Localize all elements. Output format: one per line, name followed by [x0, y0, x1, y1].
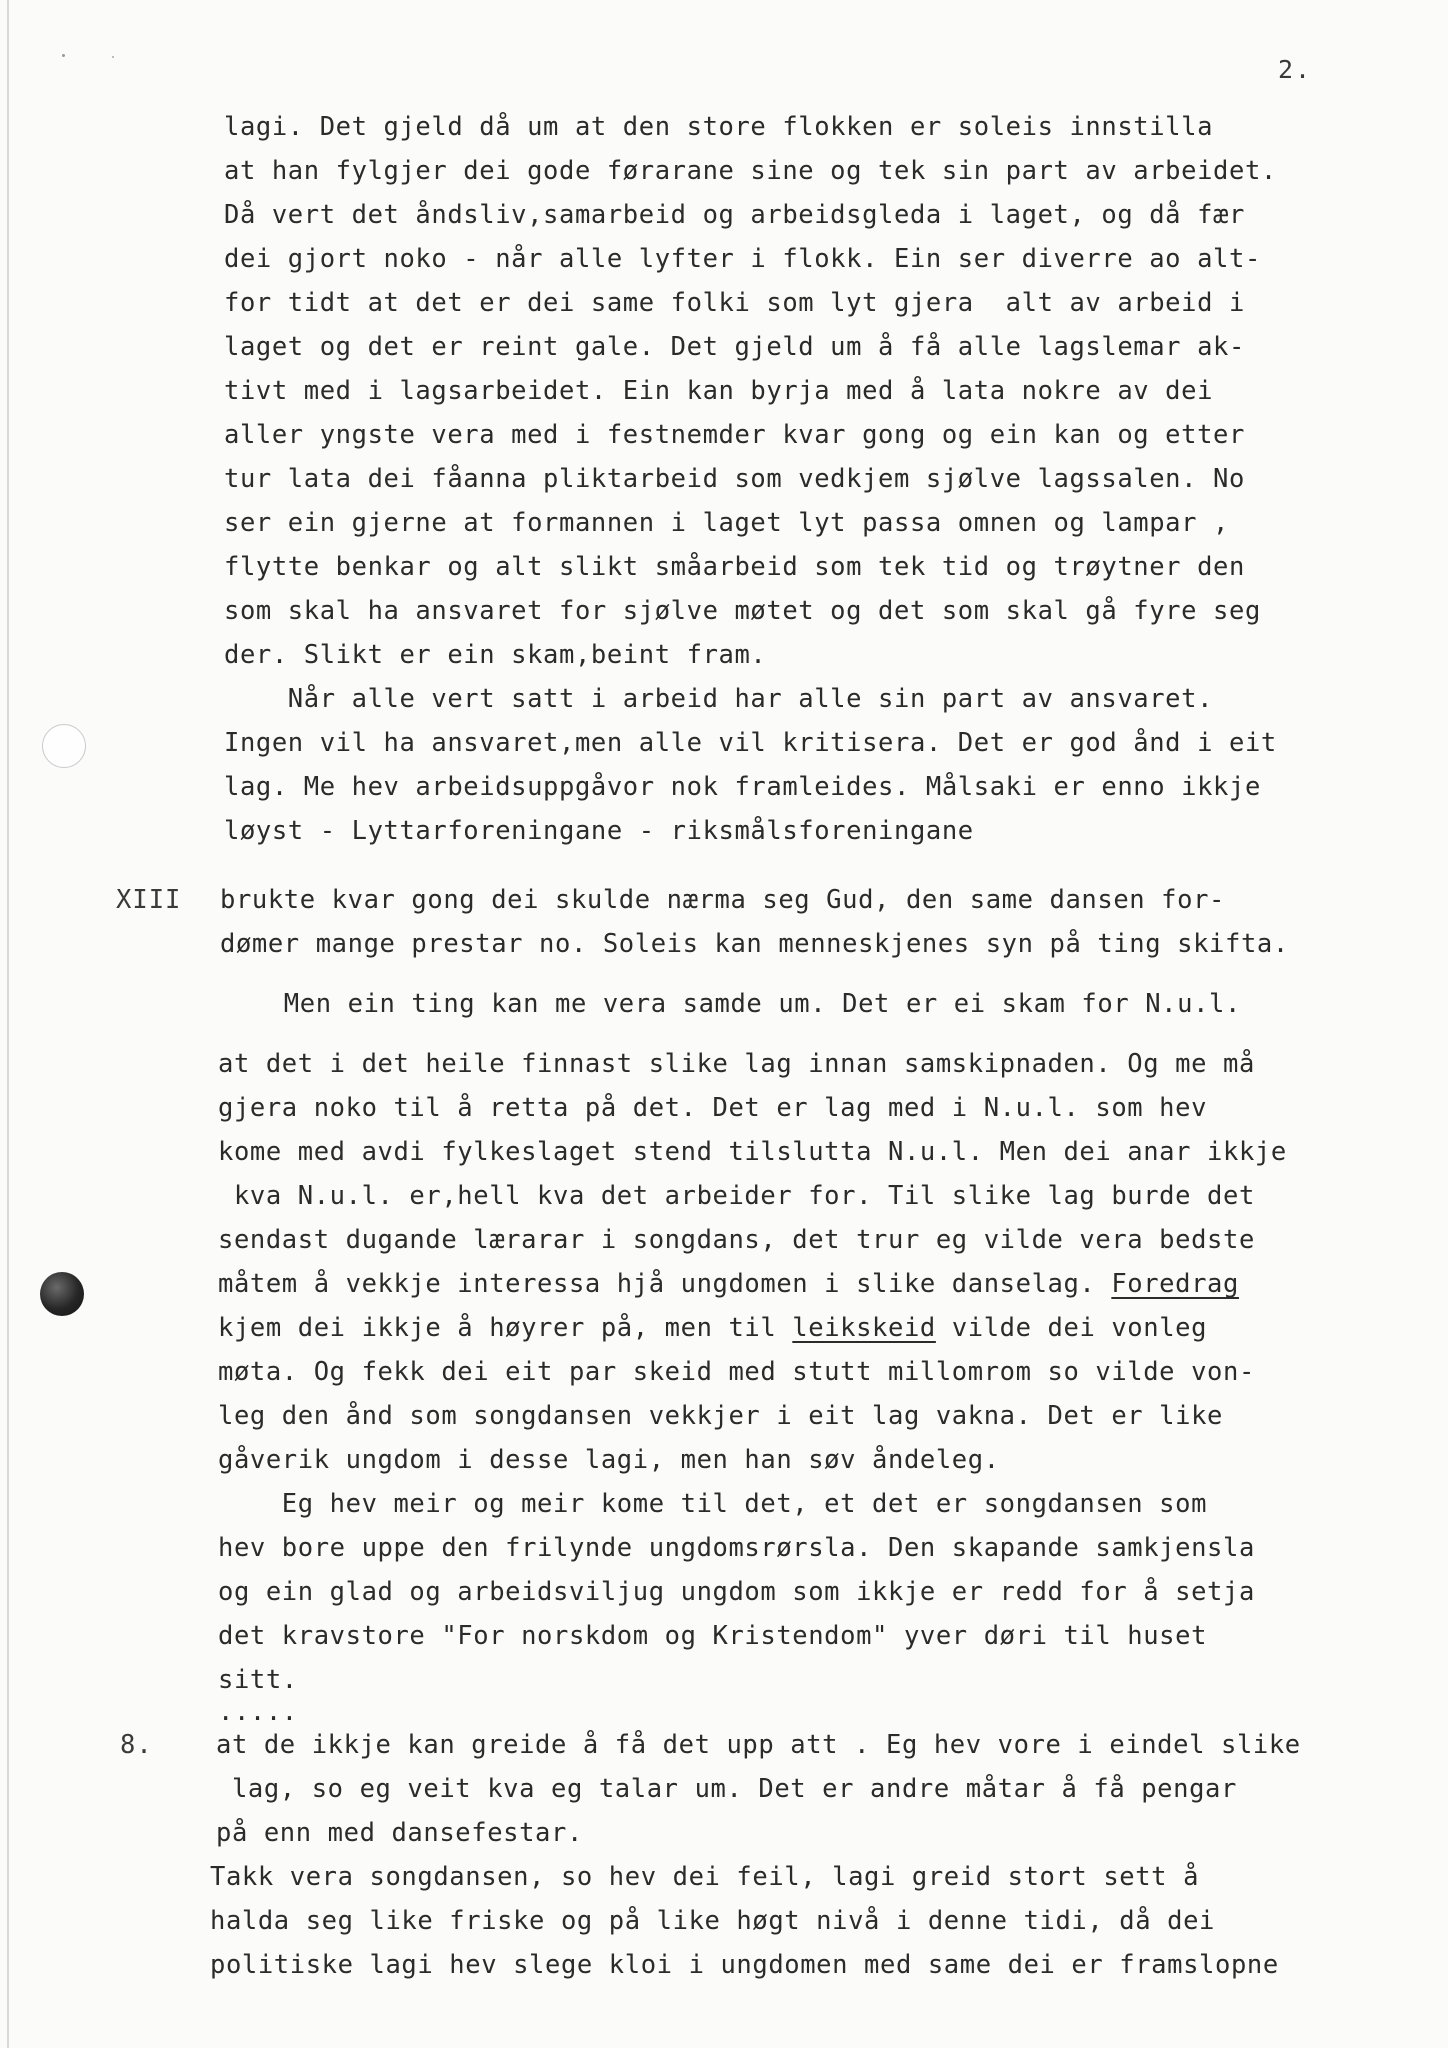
text-line: Når alle vert satt i arbeid har alle sin part av ansvaret. — [224, 684, 1214, 714]
text-line: dei gjort noko - når alle lyfter i flokk. Ein ser diverre ao alt- — [224, 244, 1261, 274]
text-line: og ein glad og arbeidsviljug ungdom som ikkje er redd for å setja — [218, 1577, 1255, 1607]
text-line: for tidt at det er dei same folki som lyt gjera alt av arbeid i — [224, 288, 1245, 318]
text-line: kome med avdi fylkeslaget stend tilslutta N.u.l. Men dei anar ikkje — [218, 1137, 1287, 1167]
page-edge — [7, 0, 9, 2048]
text-line: aller yngste vera med i festnemder kvar gong og ein kan og etter — [224, 420, 1245, 450]
text-line: Men ein ting kan me vera samde um. Det er ei skam for N.u.l. — [220, 989, 1241, 1019]
text-line: Eg hev meir og meir kome til det, et det er songdansen som — [218, 1489, 1208, 1519]
text-line: ser ein gjerne at formannen i laget lyt passa omnen og lampar , — [224, 508, 1229, 538]
text-line: at han fylgjer dei gode førarane sine og tek sin part av arbeidet. — [224, 156, 1277, 186]
text-line: tur lata dei fåanna pliktarbeid som vedkjem sjølve lagssalen. No — [224, 464, 1245, 494]
text-line: der. Slikt er ein skam,beint fram. — [224, 640, 767, 670]
text-line: sendast dugande lærarar i songdans, det trur eg vilde vera bedste — [218, 1225, 1255, 1255]
text-line: leg den ånd som songdansen vekkjer i eit lag vakna. Det er like — [218, 1401, 1223, 1431]
text-line: tivt med i lagsarbeidet. Ein kan byrja med å lata nokre av dei — [224, 376, 1214, 406]
text-line: det kravstore "For norskdom og Kristendom" yver døri til huset — [218, 1621, 1208, 1651]
text-line: sitt. — [218, 1665, 298, 1695]
text-line: som skal ha ansvaret for sjølve møtet og det som skal gå fyre seg — [224, 596, 1261, 626]
text-line: at det i det heile finnast slike lag innan samskipnaden. Og me må — [218, 1049, 1255, 1079]
text-line — [218, 1313, 1207, 1343]
text-line: løyst - Lyttarforeningane - riksmålsforeningane — [224, 816, 974, 846]
text-line: brukte kvar gong dei skulde nærma seg Gud, den same dansen for- — [220, 885, 1225, 915]
text-line: dømer mange prestar no. Soleis kan menneskjenes syn på ting skifta. — [220, 929, 1289, 959]
text-line: Takk vera songdansen, so hev dei feil, lagi greid stort sett å — [210, 1862, 1200, 1892]
text-line: flytte benkar og alt slikt småarbeid som tek tid og trøytner den — [224, 552, 1245, 582]
scan-speck — [112, 56, 114, 58]
scan-speck — [62, 54, 65, 57]
text-line: gjera noko til å retta på det. Det er lag med i N.u.l. som hev — [218, 1093, 1208, 1123]
text-segment: kjem dei ikkje å høyrer på, men til — [218, 1313, 793, 1343]
text-line: lag. Me hev arbeidsuppgåvor nok framleides. Målsaki er enno ikkje — [224, 772, 1261, 802]
text-line — [218, 1269, 1239, 1299]
text-line: hev bore uppe den frilynde ungdomsrørsla. Den skapande samkjensla — [218, 1533, 1255, 1563]
text-line: møta. Og fekk dei eit par skeid med stutt millomrom so vilde von- — [218, 1357, 1255, 1387]
text-line: gåverik ungdom i desse lagi, men han søv åndeleg. — [218, 1445, 1000, 1475]
text-line: på enn med dansefestar. — [216, 1818, 583, 1848]
page-number: 2. — [1278, 55, 1313, 84]
text-line: halda seg like friske og på like høgt nivå i denne tidi, då dei — [210, 1906, 1215, 1936]
text-line: politiske lagi hev slege kloi i ungdomen med same dei er framslopne — [210, 1950, 1279, 1980]
text-line: at de ikkje kan greide å få det upp att . Eg hev vore i eindel slike — [216, 1730, 1301, 1760]
underlined-word-leikskeid: leikskeid — [792, 1313, 936, 1343]
margin-label-xiii: XIII — [116, 885, 182, 915]
punch-hole-dark — [40, 1272, 84, 1316]
text-line: Ingen vil ha ansvaret,men alle vil kritisera. Det er god ånd i eit — [224, 728, 1277, 758]
text-line: laget og det er reint gale. Det gjeld um å få alle lagslemar ak- — [224, 332, 1245, 362]
margin-label-8: 8. — [120, 1730, 153, 1760]
underlined-word-foredrag: Foredrag — [1111, 1269, 1239, 1299]
punch-hole — [42, 724, 86, 768]
text-line: lag, so eg veit kva eg talar um. Det er andre måtar å få pengar — [216, 1774, 1237, 1804]
text-segment: måtem å vekkje interessa hjå ungdomen i slike danselag. — [218, 1269, 1112, 1299]
text-segment: vilde dei vonleg — [935, 1313, 1208, 1343]
ellipsis-line: ..... — [218, 1697, 298, 1727]
text-line: kva N.u.l. er,hell kva det arbeider for. Til slike lag burde det — [218, 1181, 1255, 1211]
text-line: Då vert det åndsliv,samarbeid og arbeidsgleda i laget, og då fær — [224, 200, 1245, 230]
text-line: lagi. Det gjeld då um at den store flokken er soleis innstilla — [224, 112, 1214, 142]
